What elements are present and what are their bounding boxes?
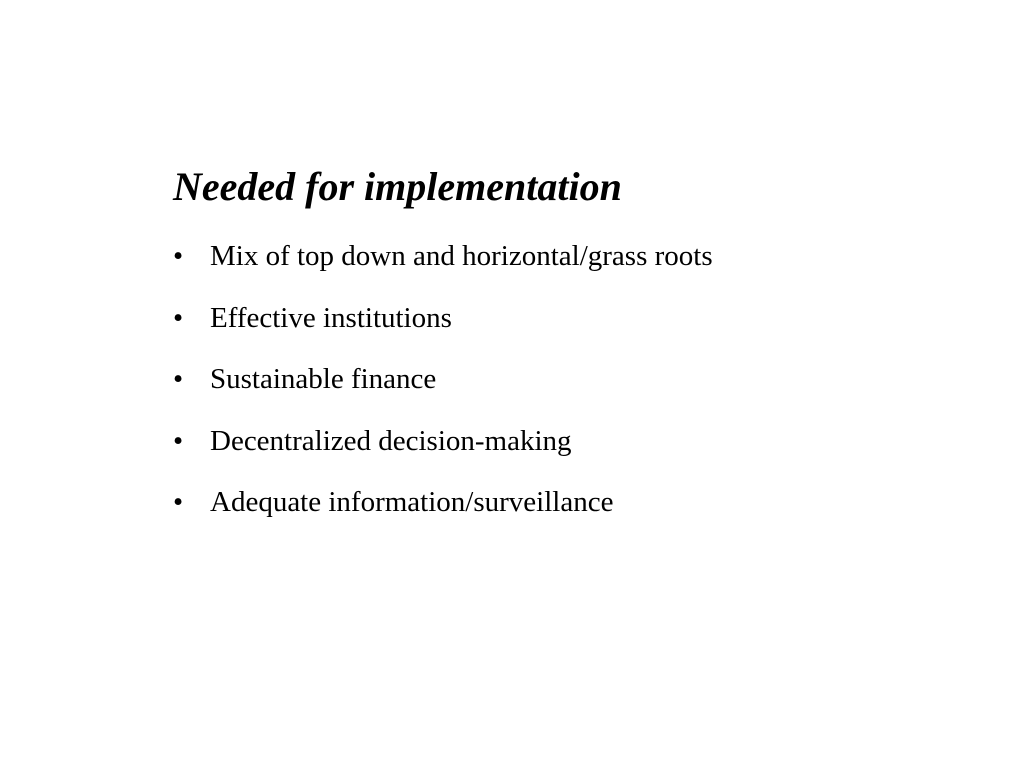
bullet-text: Sustainable finance — [210, 363, 437, 395]
bullet-text: Mix of top down and horizontal/grass roots — [210, 240, 713, 272]
bullet-icon: • — [173, 240, 184, 272]
bullet-icon: • — [173, 424, 184, 457]
bullet-text: Adequate information/surveillance — [210, 486, 614, 518]
bullet-icon: • — [173, 486, 184, 518]
bullet-text: Decentralized decision-making — [210, 424, 572, 457]
bullet-text: Effective institutions — [210, 301, 452, 334]
bullet-icon: • — [173, 363, 184, 395]
slide-title: Needed for implementation — [173, 164, 622, 209]
bullet-icon: • — [173, 301, 184, 334]
